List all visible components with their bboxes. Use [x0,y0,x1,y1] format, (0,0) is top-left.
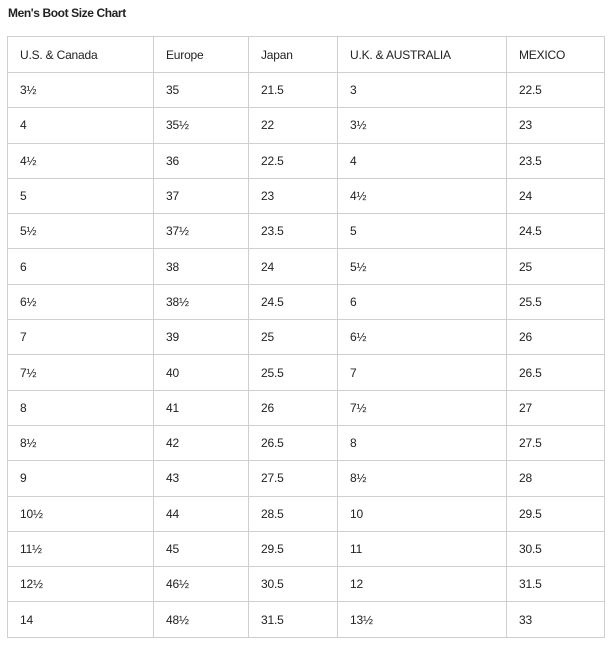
mexico-cell: 25.5 [507,284,605,319]
us-canada-cell: 7 [8,320,154,355]
uk-australia-cell: 8½ [338,461,507,496]
japan-cell: 22.5 [249,143,338,178]
us-canada-cell: 5½ [8,214,154,249]
uk-australia-cell: 10 [338,496,507,531]
us-canada-cell: 4½ [8,143,154,178]
table-row [8,567,605,602]
japan-cell: 27.5 [249,461,338,496]
europe-cell: 37 [154,178,249,213]
mexico-cell: 28 [507,461,605,496]
table-row [8,602,605,637]
mexico-cell: 23.5 [507,143,605,178]
europe-cell: 41 [154,390,249,425]
europe-cell: 38½ [154,284,249,319]
us-canada-cell: 9 [8,461,154,496]
mexico-cell: 29.5 [507,496,605,531]
header-row [8,37,605,73]
table-row [8,390,605,425]
table-row [8,214,605,249]
japan-cell: 31.5 [249,602,338,637]
europe-cell: 46½ [154,567,249,602]
us-canada-cell: 12½ [8,567,154,602]
page-title: Men's Boot Size Chart [8,6,126,20]
europe-cell: 43 [154,461,249,496]
uk-australia-cell: 5 [338,214,507,249]
mexico-cell: 31.5 [507,567,605,602]
us-canada-cell: 4 [8,108,154,143]
uk-australia-cell: 12 [338,567,507,602]
mexico-cell: 25 [507,249,605,284]
europe-cell: 38 [154,249,249,284]
us-canada-cell: 6 [8,249,154,284]
table-row [8,249,605,284]
us-canada-cell: 8 [8,390,154,425]
europe-cell: 40 [154,355,249,390]
column-header-us-canada: U.S. & Canada [8,37,154,73]
europe-cell: 35 [154,73,249,108]
uk-australia-cell: 4½ [338,178,507,213]
table-row [8,355,605,390]
europe-cell: 42 [154,425,249,460]
table-row [8,531,605,566]
uk-australia-cell: 7½ [338,390,507,425]
japan-cell: 23 [249,178,338,213]
table-row [8,108,605,143]
us-canada-cell: 8½ [8,425,154,460]
mexico-cell: 23 [507,108,605,143]
us-canada-cell: 14 [8,602,154,637]
us-canada-cell: 11½ [8,531,154,566]
table-row [8,178,605,213]
mexico-cell: 26 [507,320,605,355]
japan-cell: 29.5 [249,531,338,566]
europe-cell: 48½ [154,602,249,637]
size-chart-table [7,36,605,638]
table-row [8,320,605,355]
japan-cell: 23.5 [249,214,338,249]
column-header-uk-australia: U.K. & AUSTRALIA [338,37,507,73]
column-header-europe: Europe [154,37,249,73]
table-body [8,73,605,638]
us-canada-cell: 6½ [8,284,154,319]
europe-cell: 36 [154,143,249,178]
japan-cell: 24.5 [249,284,338,319]
japan-cell: 21.5 [249,73,338,108]
table-row [8,496,605,531]
mexico-cell: 33 [507,602,605,637]
mexico-cell: 30.5 [507,531,605,566]
mexico-cell: 26.5 [507,355,605,390]
uk-australia-cell: 8 [338,425,507,460]
us-canada-cell: 7½ [8,355,154,390]
europe-cell: 39 [154,320,249,355]
europe-cell: 35½ [154,108,249,143]
uk-australia-cell: 4 [338,143,507,178]
uk-australia-cell: 5½ [338,249,507,284]
table-row [8,284,605,319]
column-header-japan: Japan [249,37,338,73]
japan-cell: 28.5 [249,496,338,531]
table-row [8,425,605,460]
mexico-cell: 22.5 [507,73,605,108]
europe-cell: 45 [154,531,249,566]
japan-cell: 24 [249,249,338,284]
table-row [8,461,605,496]
japan-cell: 25.5 [249,355,338,390]
japan-cell: 22 [249,108,338,143]
japan-cell: 26 [249,390,338,425]
japan-cell: 25 [249,320,338,355]
table-row [8,143,605,178]
us-canada-cell: 10½ [8,496,154,531]
mexico-cell: 24 [507,178,605,213]
column-header-mexico: MEXICO [507,37,605,73]
uk-australia-cell: 6 [338,284,507,319]
uk-australia-cell: 7 [338,355,507,390]
uk-australia-cell: 13½ [338,602,507,637]
us-canada-cell: 5 [8,178,154,213]
uk-australia-cell: 6½ [338,320,507,355]
mexico-cell: 27 [507,390,605,425]
table-row [8,73,605,108]
europe-cell: 37½ [154,214,249,249]
mexico-cell: 24.5 [507,214,605,249]
uk-australia-cell: 3 [338,73,507,108]
uk-australia-cell: 3½ [338,108,507,143]
japan-cell: 26.5 [249,425,338,460]
uk-australia-cell: 11 [338,531,507,566]
europe-cell: 44 [154,496,249,531]
us-canada-cell: 3½ [8,73,154,108]
japan-cell: 30.5 [249,567,338,602]
mexico-cell: 27.5 [507,425,605,460]
